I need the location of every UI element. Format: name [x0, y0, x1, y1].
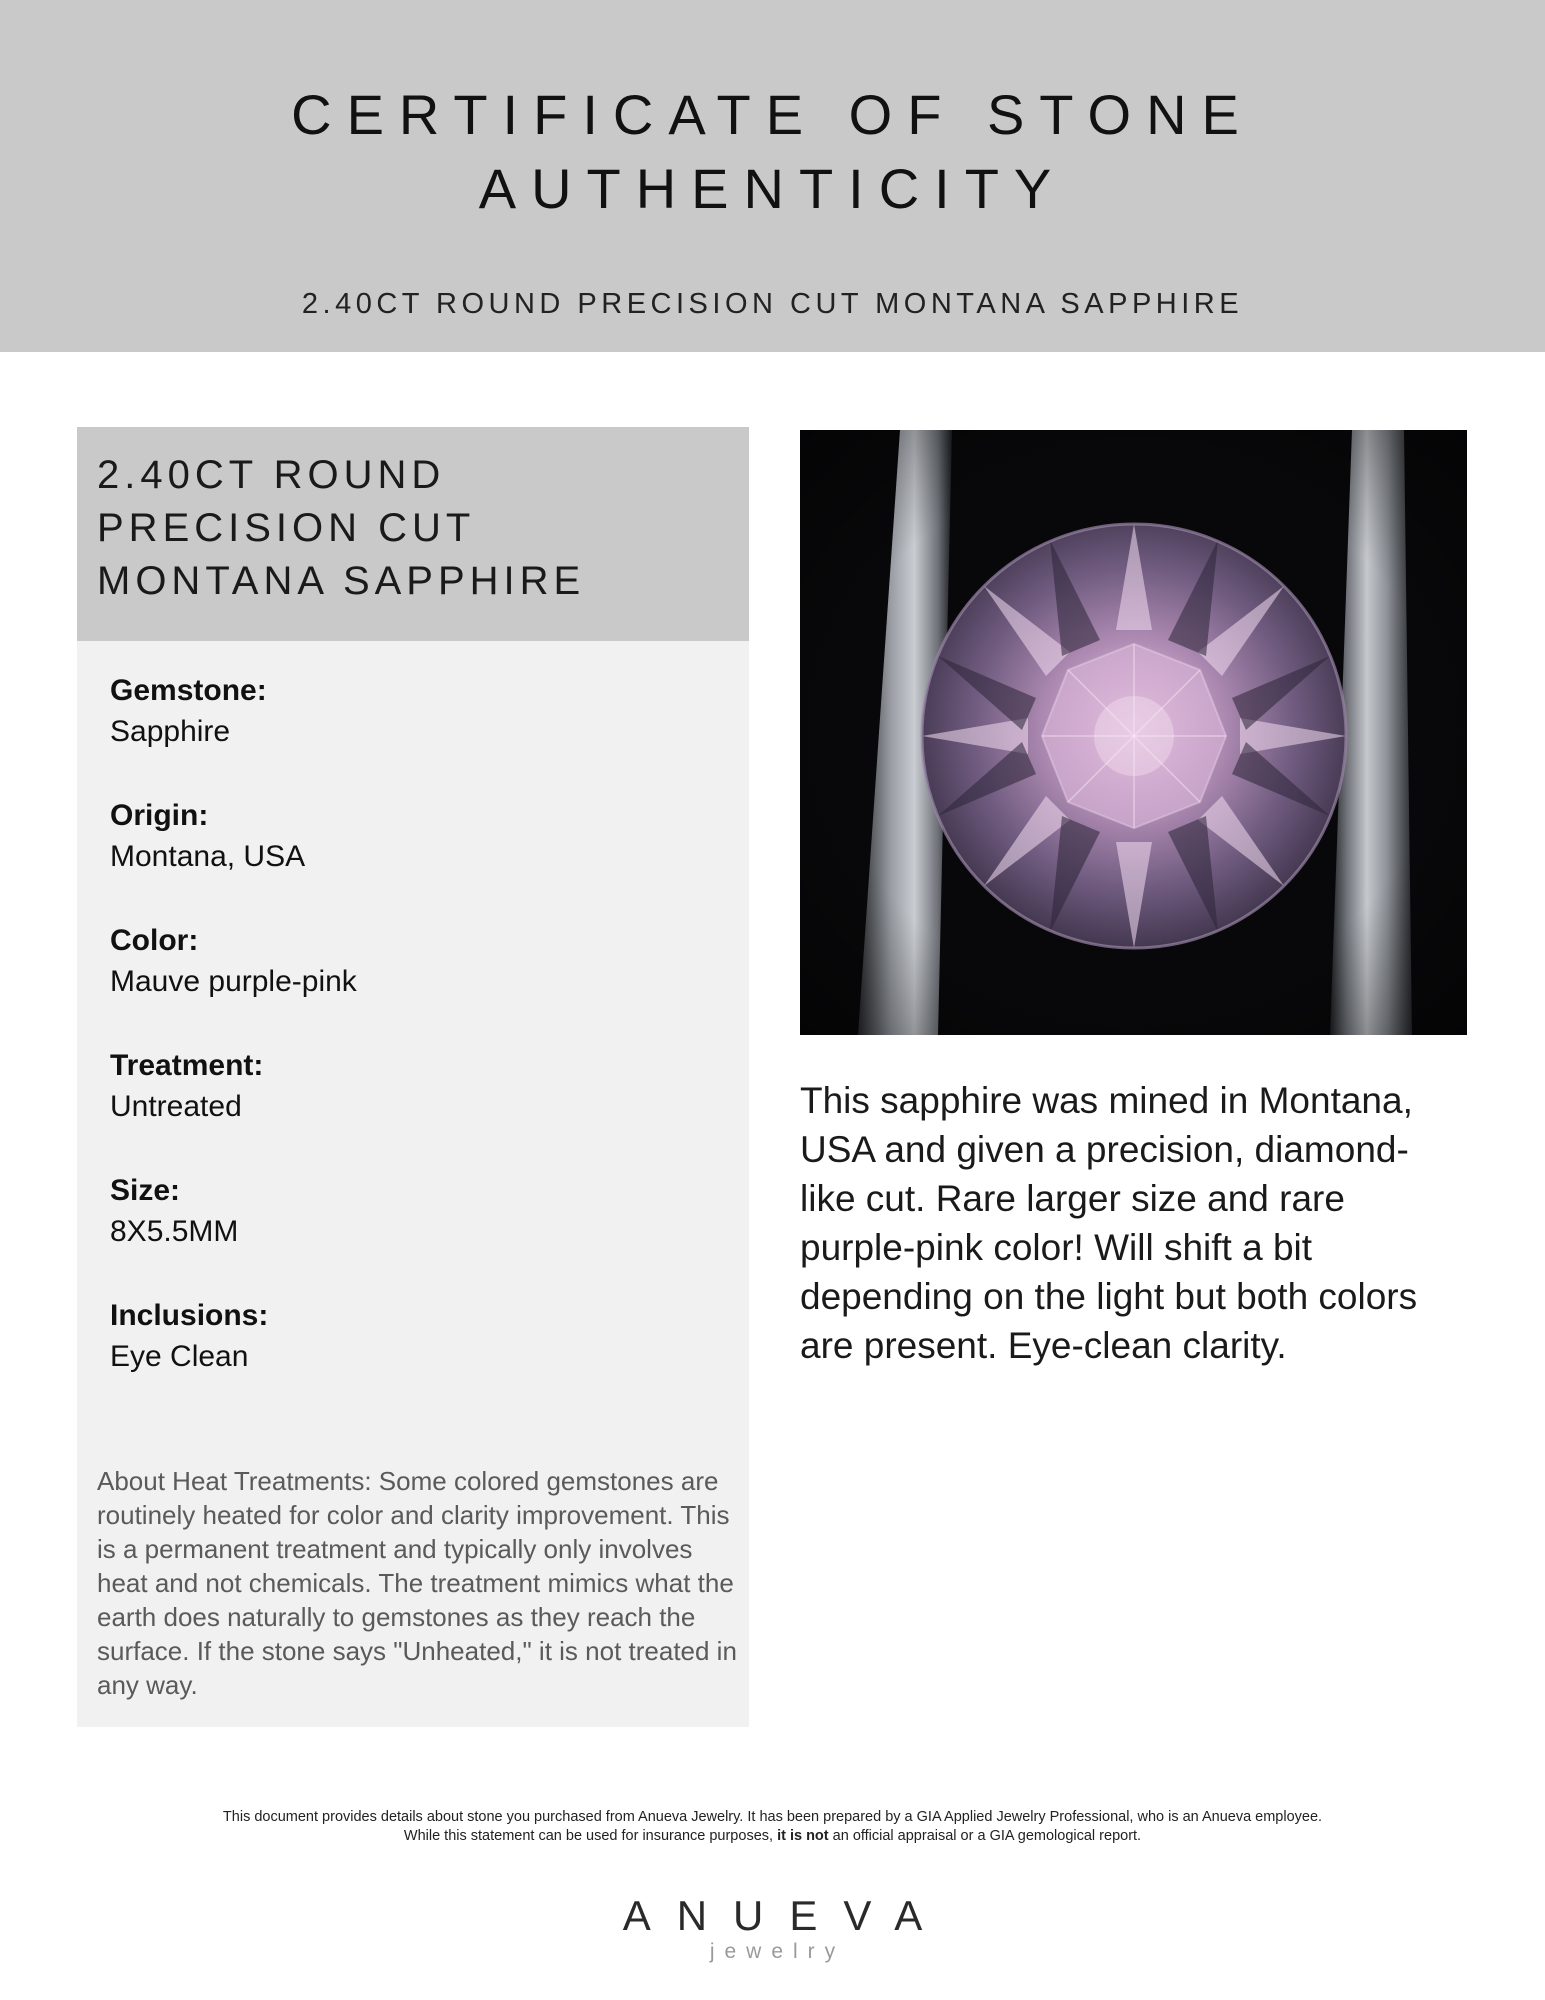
disclaimer — [0, 1808, 1545, 1846]
spec-value: Sapphire — [110, 715, 231, 748]
brand-tagline: jewelry — [709, 1940, 846, 1963]
spec-label: Inclusions: — [110, 1299, 269, 1332]
spec-origin — [110, 796, 730, 878]
spec-inclusions — [110, 1296, 730, 1378]
stone-card-title-line-2: PRECISION CUT — [97, 506, 476, 550]
stone-description: This sapphire was mined in Montana, USA and given a precision, diamond-like cut. Rare larger size and rare purple-pink color! Will shift a bit depending on the light but both colors are present. Eye-clean clarity. — [800, 1080, 1418, 1366]
brand-logo: ANUEVA — [622, 1892, 949, 1939]
stone-card-header — [77, 427, 749, 641]
spec-gemstone — [110, 671, 730, 753]
spec-label: Origin: — [110, 799, 209, 832]
certificate-header — [0, 0, 1545, 352]
certificate-title — [0, 78, 1545, 226]
title-line-2: AUTHENTICITY — [478, 157, 1067, 220]
stone-card-specs — [77, 641, 749, 1727]
heat-treatment-note: About Heat Treatments: Some colored gemstones are routinely heated for color and clarity improvement. This is a permanent treatment and typically only involves heat and not chemicals. The treatment mimics what the earth does naturally to gemstones as they reach the surface. If the stone says "Unheated," it is not treated in any way. — [97, 1466, 737, 1700]
title-line-1: CERTIFICATE OF STONE — [291, 83, 1254, 146]
spec-value: Montana, USA — [110, 840, 306, 873]
spec-label: Size: — [110, 1174, 181, 1207]
sapphire-photo — [800, 430, 1467, 1035]
spec-value: Mauve purple-pink — [110, 965, 357, 998]
spec-color — [110, 921, 730, 1003]
sapphire-illustration — [800, 430, 1467, 1035]
spec-treatment — [110, 1046, 730, 1128]
spec-label: Color: — [110, 924, 199, 957]
spec-size — [110, 1171, 730, 1253]
spec-value: 8X5.5MM — [110, 1215, 239, 1248]
spec-label: Gemstone: — [110, 674, 267, 707]
disclaimer-line-2-pre: While this statement can be used for insurance purposes, — [403, 1828, 778, 1844]
disclaimer-emphasis: it is not — [777, 1828, 829, 1844]
certificate-subtitle: 2.40CT ROUND PRECISION CUT MONTANA SAPPHIRE — [301, 288, 1244, 320]
stone-card-title — [97, 449, 737, 608]
spec-value: Untreated — [110, 1090, 242, 1123]
spec-label: Treatment: — [110, 1049, 264, 1082]
spec-value: Eye Clean — [110, 1340, 249, 1373]
disclaimer-line-2 — [0, 1827, 1545, 1846]
stone-card-title-line-3: MONTANA SAPPHIRE — [97, 559, 586, 603]
stone-card-title-line-1: 2.40CT ROUND — [97, 453, 446, 497]
disclaimer-line-1: This document provides details about stone you purchased from Anueva Jewelry. It has been prepared by a GIA Applied Jewelry Professional, who is an Anueva employee. — [222, 1809, 1323, 1825]
disclaimer-line-2-post: an official appraisal or a GIA gemological report. — [832, 1828, 1142, 1844]
